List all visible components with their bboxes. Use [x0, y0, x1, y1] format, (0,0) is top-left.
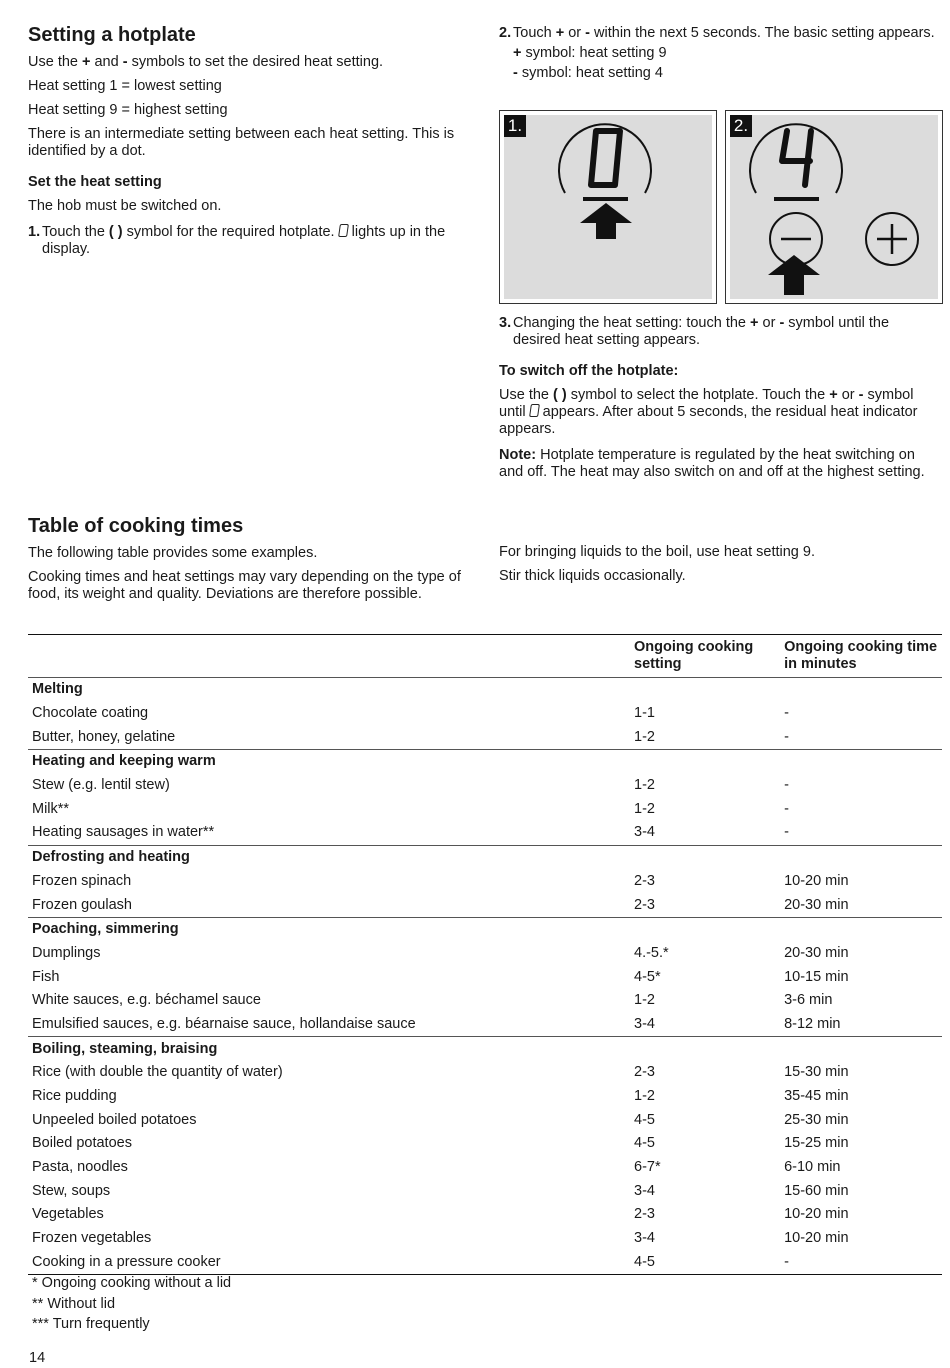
- table-row: [28, 1179, 942, 1203]
- setting-cell: 1-2: [634, 800, 655, 817]
- food-cell: Emulsified sauces, e.g. béarnaise sauce, hollandaise sauce: [32, 1015, 416, 1032]
- time-cell: 8-12 min: [784, 1015, 841, 1032]
- food-cell: White sauces, e.g. béchamel sauce: [32, 992, 261, 1009]
- hob-on-text: The hob must be switched on.: [28, 198, 222, 214]
- intermediate-setting-text: There is an intermediate setting between each heat setting. This is identified by a dot.: [28, 126, 455, 159]
- table-group-row: [28, 1037, 942, 1061]
- figure-2-panel: [725, 110, 943, 304]
- table-body: [28, 678, 942, 1275]
- setting-cell: 4-5*: [634, 968, 661, 985]
- hotplate-symbol: ( ): [108, 224, 123, 240]
- plus-symbol: +: [82, 54, 91, 70]
- figure-2-drawing: [726, 111, 942, 303]
- arrow-up-icon: [580, 203, 632, 239]
- text: symbol to select the hotplate. Touch the: [566, 387, 830, 403]
- minus-symbol: -: [858, 387, 864, 403]
- setting-cell: 1-2: [634, 992, 655, 1009]
- text: symbol: heat setting 9: [521, 45, 667, 61]
- time-cell: 10-20 min: [784, 1230, 849, 1247]
- food-cell: Stew (e.g. lentil stew): [32, 777, 170, 794]
- digit-zero-icon: [591, 131, 620, 185]
- time-cell: 10-20 min: [784, 872, 849, 889]
- switch-off-text: [499, 387, 939, 438]
- time-cell: -: [784, 705, 789, 722]
- minus-symbol-text: [499, 65, 939, 82]
- footnote: ** Without lid: [32, 1295, 116, 1312]
- table-row: [28, 1013, 942, 1037]
- setting-cell: 2-3: [634, 872, 655, 889]
- group-label: Defrosting and heating: [28, 845, 942, 869]
- setting-section: [28, 24, 473, 258]
- table-group-row: [28, 750, 942, 774]
- table-row: [28, 942, 942, 966]
- food-cell: Pasta, noodles: [32, 1159, 128, 1176]
- table-row: [28, 965, 942, 989]
- figure-1-drawing: [500, 111, 716, 303]
- footnote: * Ongoing cooking without a lid: [32, 1275, 232, 1291]
- step-number: 1.: [28, 224, 41, 240]
- text: within the next 5 seconds. The basic setting appears.: [590, 25, 935, 41]
- text: and: [90, 54, 123, 70]
- cooking-title: Table of cooking times: [28, 515, 244, 537]
- text: appears. After about 5 seconds, the residual heat indicator appears.: [499, 404, 918, 437]
- table-row: [28, 1132, 942, 1156]
- cooking-notes: [499, 544, 939, 585]
- note-label: Note:: [499, 447, 537, 463]
- setting-cell: 4-5: [630, 1251, 780, 1275]
- step-number: 3.: [499, 315, 512, 331]
- arrow-up-icon: [768, 255, 820, 295]
- text: Use the: [28, 54, 82, 70]
- text: Touch the: [42, 224, 109, 240]
- digit-four-icon: [782, 131, 811, 185]
- text: symbol until: [499, 387, 914, 420]
- text: or: [758, 315, 780, 331]
- minus-symbol: -: [779, 315, 785, 331]
- highest-setting-text: Heat setting 9 = highest setting: [28, 102, 228, 118]
- set-heat-subheading: Set the heat setting: [28, 174, 162, 190]
- table-header-row: [28, 635, 942, 678]
- setting-cell: 4-5: [634, 1111, 655, 1128]
- food-cell: Vegetables: [32, 1206, 104, 1223]
- time-cell: 20-30 min: [784, 896, 849, 913]
- setting-cell: 2-3: [634, 1064, 655, 1081]
- time-cell: -: [784, 800, 789, 817]
- group-label: Heating and keeping warm: [28, 750, 942, 774]
- text: lights up in the display.: [42, 224, 446, 257]
- column-header: [28, 635, 630, 678]
- food-cell: Milk**: [32, 800, 70, 817]
- page-number: 14: [29, 1350, 46, 1366]
- lowest-setting-text: Heat setting 1 = lowest setting: [28, 78, 222, 94]
- plus-symbol: +: [829, 387, 838, 403]
- cooking-intro-2: Cooking times and heat settings may vary depending on the type of food, its weight and quality. Deviations are therefore possible.: [28, 569, 461, 602]
- food-cell: Cooking in a pressure cooker: [28, 1251, 630, 1275]
- cooking-intro-1: The following table provides some examples.: [28, 545, 318, 561]
- time-cell: 25-30 min: [784, 1111, 849, 1128]
- text: or: [837, 387, 859, 403]
- cooking-section: [28, 515, 473, 603]
- table-row: [28, 1061, 942, 1085]
- time-cell: 15-60 min: [784, 1182, 849, 1199]
- table-row: [28, 1203, 942, 1227]
- setting-cell: 2-3: [634, 896, 655, 913]
- food-cell: Butter, honey, gelatine: [32, 728, 176, 745]
- setting-intro: [28, 54, 473, 71]
- plus-symbol: +: [750, 315, 759, 331]
- table-row: [28, 989, 942, 1013]
- figure-2-label: 2.: [730, 115, 752, 137]
- text: Touch: [513, 25, 556, 41]
- food-cell: Boiled potatoes: [32, 1135, 132, 1152]
- setting-cell: 3-4: [634, 1182, 655, 1199]
- figure-1-panel: [499, 110, 717, 304]
- table-group-row: [28, 845, 942, 869]
- food-cell: Rice pudding: [32, 1088, 117, 1105]
- plus-symbol-text: [499, 45, 939, 62]
- figure-1-label: 1.: [504, 115, 526, 137]
- footnotes: [32, 1273, 231, 1335]
- time-cell: -: [780, 1251, 942, 1275]
- food-cell: Unpeeled boiled potatoes: [32, 1111, 197, 1128]
- time-cell: -: [784, 777, 789, 794]
- column-header: Ongoing cooking time in minutes: [780, 635, 942, 678]
- food-cell: Stew, soups: [32, 1182, 111, 1199]
- table-row: [28, 1156, 942, 1180]
- group-label: Boiling, steaming, braising: [28, 1037, 942, 1061]
- time-cell: -: [784, 824, 789, 841]
- table-row: [28, 1251, 942, 1275]
- table-row: [28, 702, 942, 726]
- food-cell: Frozen vegetables: [32, 1230, 152, 1247]
- cooking-times-table: [28, 634, 942, 1275]
- setting-cell: 1-2: [634, 1088, 655, 1105]
- plus-symbol: +: [513, 45, 522, 61]
- food-cell: Frozen spinach: [32, 872, 132, 889]
- boil-liquids-text: For bringing liquids to the boil, use heat setting 9.: [499, 544, 815, 560]
- hotplate-symbol: ( ): [553, 387, 567, 403]
- setting-title: Setting a hotplate: [28, 24, 196, 46]
- zero-display-icon: [338, 224, 349, 237]
- table-row: [28, 893, 942, 917]
- setting-cell: 3-4: [634, 1015, 655, 1032]
- column-header: Ongoing cooking setting: [630, 635, 780, 678]
- food-cell: Heating sausages in water**: [32, 824, 215, 841]
- text: symbol for the required hotplate.: [122, 224, 339, 240]
- plus-symbol: +: [555, 25, 565, 41]
- step-number: 2.: [499, 25, 512, 41]
- time-cell: 10-20 min: [784, 1206, 849, 1223]
- text: or: [564, 25, 586, 41]
- setting-cell: 1-1: [634, 705, 655, 722]
- step-3: [499, 315, 939, 349]
- minus-symbol: -: [122, 54, 128, 70]
- footnote: *** Turn frequently: [32, 1316, 150, 1332]
- time-cell: 3-6 min: [784, 992, 833, 1009]
- table-row: [28, 821, 942, 845]
- table-group-row: [28, 678, 942, 702]
- setting-cell: 3-4: [634, 824, 655, 841]
- table-row: [28, 774, 942, 798]
- text: symbol: heat setting 4: [517, 65, 663, 81]
- setting-cell: 4.-5.*: [634, 944, 669, 961]
- time-cell: 10-15 min: [784, 968, 849, 985]
- setting-cell: 1-2: [634, 728, 655, 745]
- table-row: [28, 797, 942, 821]
- time-cell: 20-30 min: [784, 944, 849, 961]
- text: Hotplate temperature is regulated by the heat switching on and off. The heat may also switch on and off at the highest setting.: [499, 447, 925, 480]
- zero-display-icon: [529, 404, 540, 417]
- switch-off-heading: To switch off the hotplate:: [499, 363, 679, 379]
- time-cell: 6-10 min: [784, 1159, 841, 1176]
- table-row: [28, 725, 942, 749]
- setting-cell: 3-4: [634, 1230, 655, 1247]
- time-cell: 15-30 min: [784, 1064, 849, 1081]
- time-cell: 15-25 min: [784, 1135, 849, 1152]
- minus-symbol: -: [585, 25, 590, 41]
- text: Changing the heat setting: touch the: [513, 315, 751, 331]
- food-cell: Rice (with double the quantity of water): [32, 1064, 283, 1081]
- step-1: [28, 224, 473, 258]
- text: symbol until the desired heat setting appears.: [513, 315, 890, 348]
- food-cell: Dumplings: [32, 944, 101, 961]
- setting-cell: 1-2: [634, 777, 655, 794]
- text: Use the: [499, 387, 553, 403]
- step-2: [499, 25, 939, 42]
- time-cell: 35-45 min: [784, 1088, 849, 1105]
- setting-cell: 6-7*: [634, 1159, 661, 1176]
- note-text: [499, 447, 939, 481]
- table-group-row: [28, 917, 942, 941]
- table-row: [28, 1085, 942, 1109]
- right-column-top: [499, 25, 939, 82]
- text: symbols to set the desired heat setting.: [127, 54, 384, 70]
- minus-symbol: -: [513, 65, 518, 81]
- setting-cell: 4-5: [634, 1135, 655, 1152]
- group-label: Poaching, simmering: [28, 917, 942, 941]
- table-row: [28, 870, 942, 894]
- food-cell: Chocolate coating: [32, 705, 149, 722]
- setting-cell: 2-3: [634, 1206, 655, 1223]
- right-column-lower: [499, 315, 939, 481]
- time-cell: -: [784, 728, 789, 745]
- group-label: Melting: [32, 681, 83, 698]
- food-cell: Frozen goulash: [32, 896, 132, 913]
- table-row: [28, 1108, 942, 1132]
- stir-liquids-text: Stir thick liquids occasionally.: [499, 568, 686, 584]
- food-cell: Fish: [32, 968, 60, 985]
- table-row: [28, 1227, 942, 1251]
